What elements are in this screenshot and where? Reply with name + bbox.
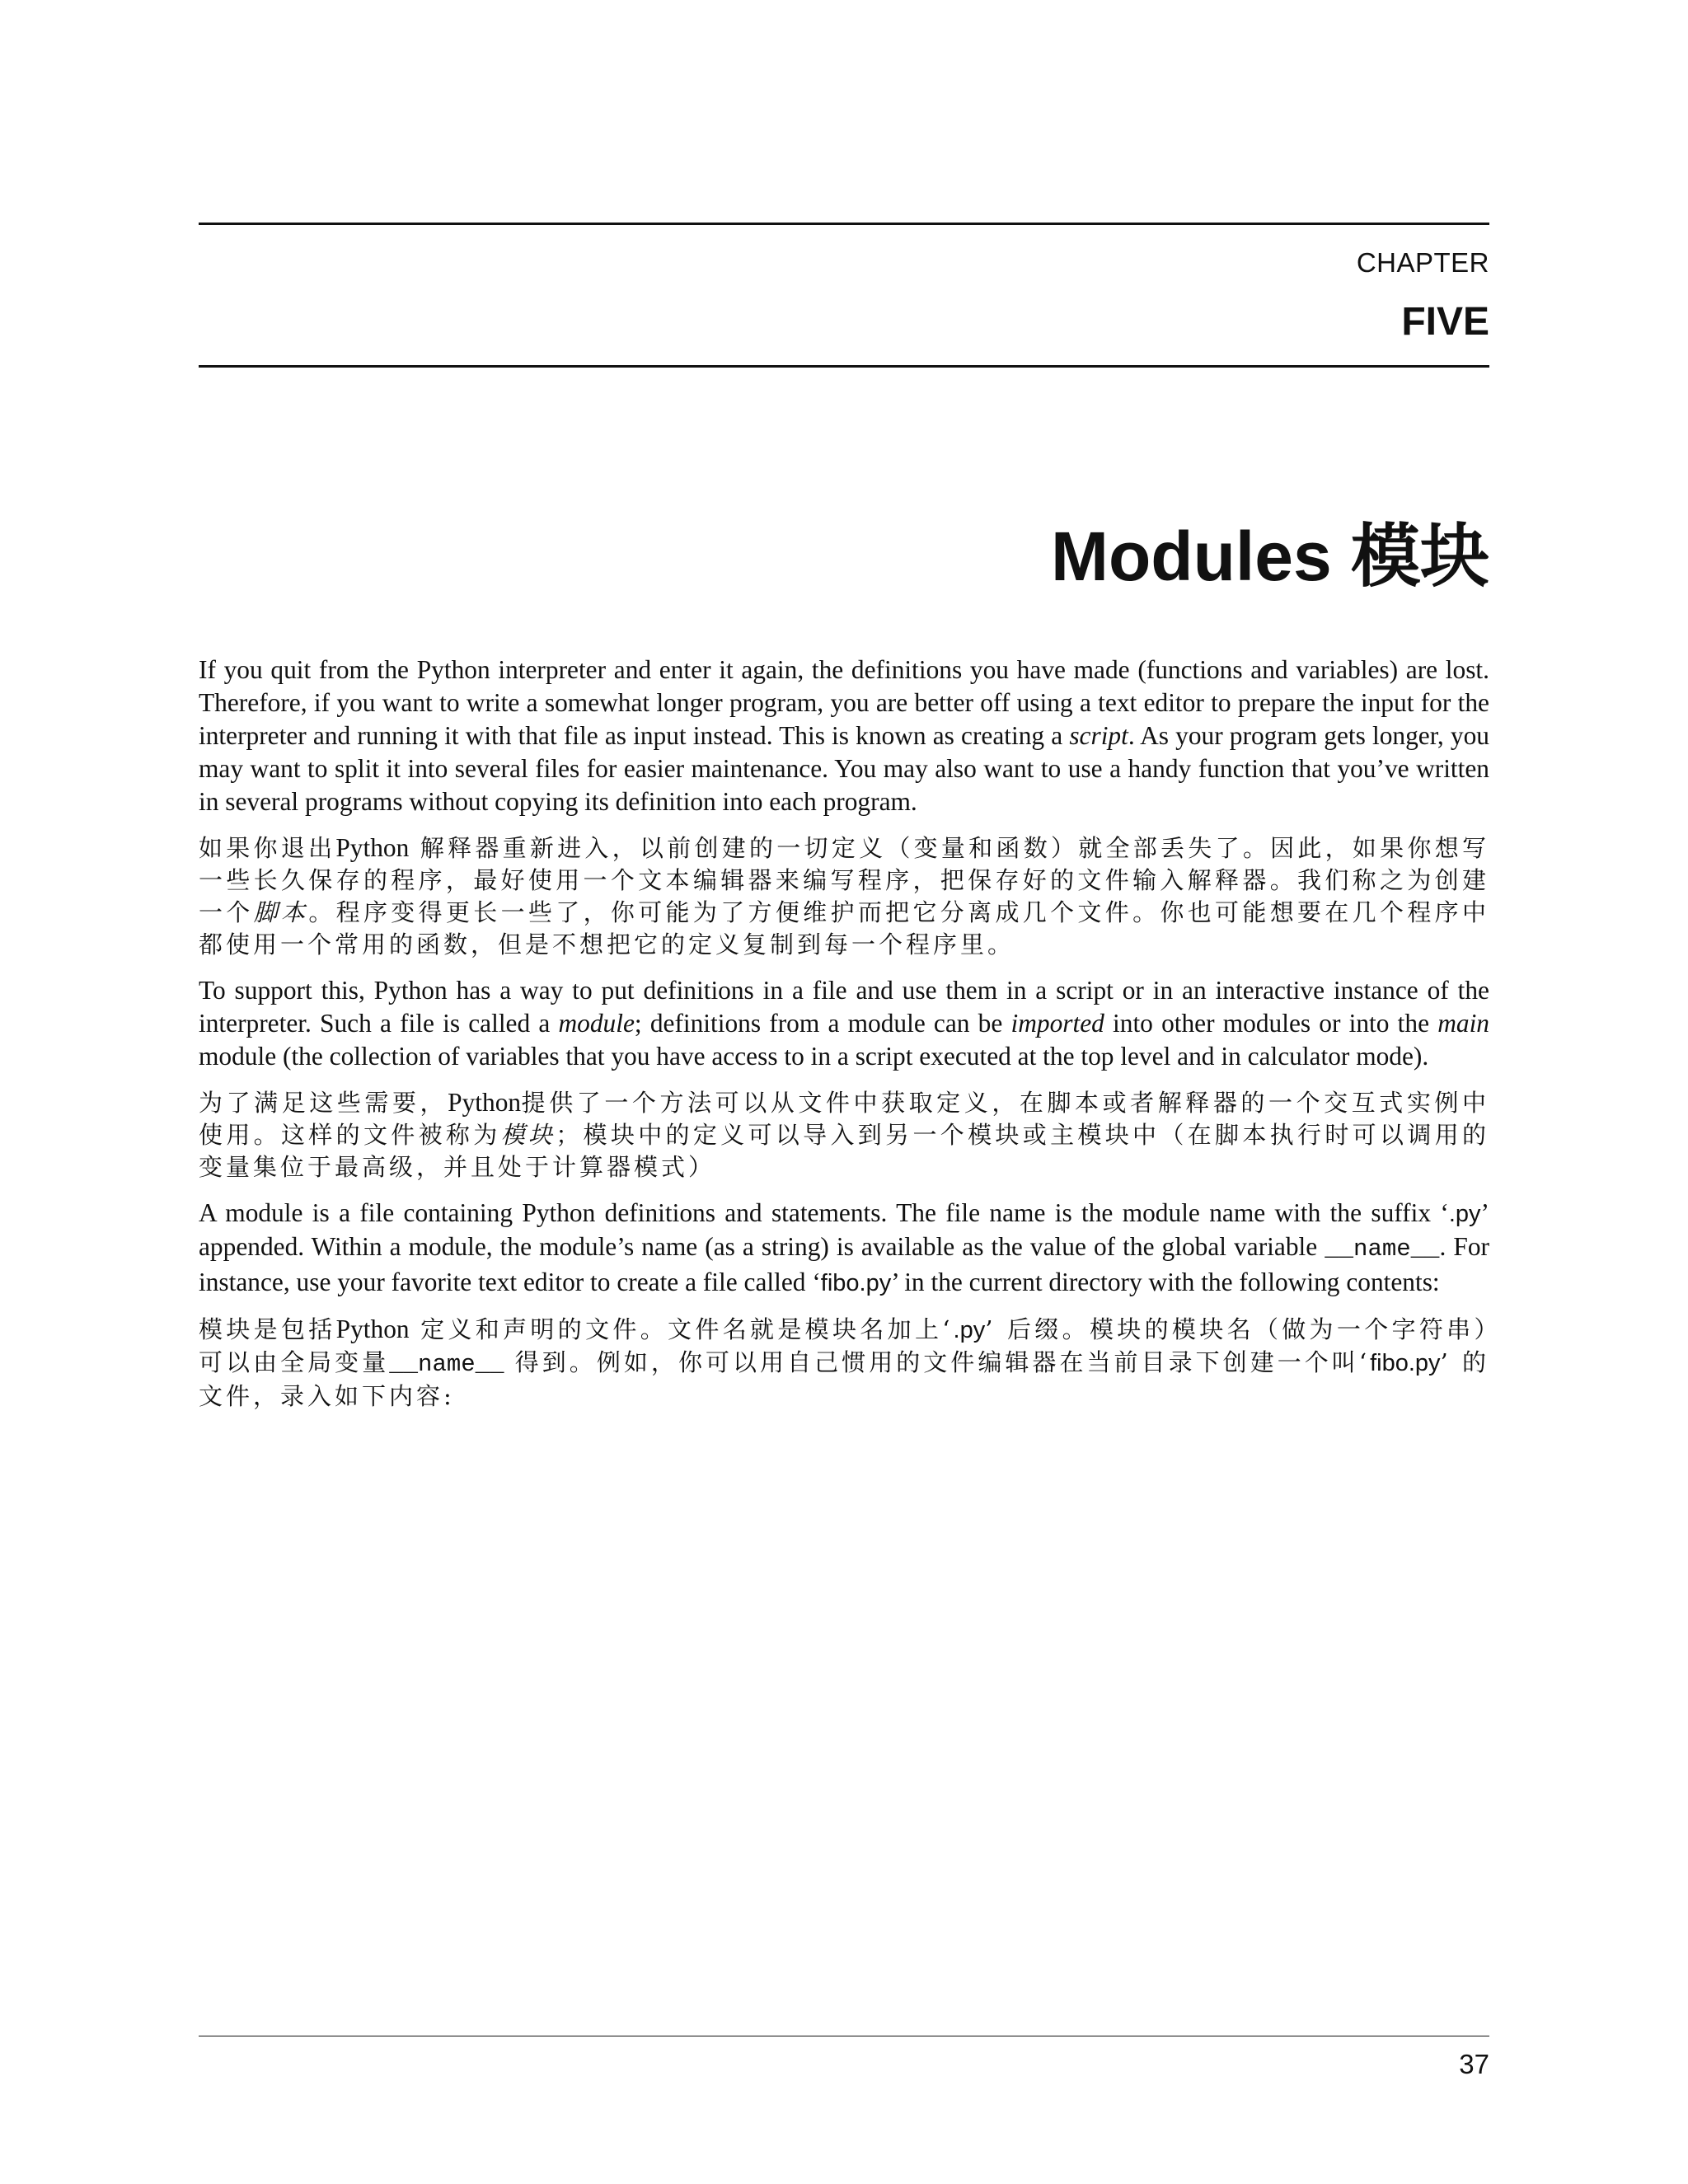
fibo-filename: fibo.py — [1370, 1350, 1441, 1376]
python-word: Python — [335, 1315, 410, 1343]
text-run: ；模块中的定义可以导入到另一个模块或主模块中（在脚本执行时可以调用的变量集位于最高级，并且处于计算器模式） — [199, 1121, 1489, 1181]
term-script-zh: 脚本 — [253, 898, 309, 926]
term-script: script — [1069, 721, 1128, 750]
text-run: ’ 的文件，录入如下内容: — [199, 1348, 1489, 1410]
text-run: . For instance, use your favorite text editor to create a file called ‘ — [199, 1232, 1489, 1296]
name-variable: __name__ — [1325, 1235, 1440, 1263]
text-run: ; definitions from a module can be — [634, 1009, 1011, 1038]
text-run: ’ 后缀。模块的模块名（做为一个字符串）可以由全局变量 — [199, 1315, 1489, 1376]
text-run: ’ appended. Within a module, the module’s name (as a string) is available as the value of the global variable — [199, 1198, 1489, 1261]
chapter-title: Modules 模块 — [1050, 518, 1489, 596]
fibo-filename: fibo.py — [820, 1270, 892, 1296]
python-word: Python — [448, 1088, 522, 1117]
paragraph-support-en — [199, 974, 1489, 1073]
term-module: module — [558, 1009, 635, 1038]
paragraph-intro-zh — [199, 832, 1489, 961]
page-number: 37 — [1459, 2049, 1489, 2079]
text-run: . As your program gets longer, you may want to split it into several files for easier maintenance. You may also want to use a handy function that you’ve written in several programs without copying its definition into each program. — [199, 721, 1490, 816]
text-run: 。程序变得更长一些了，你可能为了方便维护而把它分离成几个文件。你也可能想要在几个程序中都使用一个常用的函数，但是不想把它的定义复制到每一个程序里。 — [199, 898, 1489, 958]
python-word: Python — [335, 833, 410, 862]
chapter-label: CHAPTER — [1356, 247, 1489, 278]
paragraph-intro-en — [199, 654, 1489, 818]
text-run: ’ in the current directory with the following contents: — [891, 1268, 1440, 1296]
paragraph-module-file-zh — [199, 1313, 1489, 1413]
text-run: 定义和声明的文件。文件名就是模块名加上‘ — [409, 1315, 954, 1343]
term-main: main — [1437, 1009, 1489, 1038]
paragraph-support-zh — [199, 1086, 1489, 1183]
term-module-zh: 模块 — [500, 1121, 556, 1149]
text-run: If you quit from the Python interpreter and enter it again, the definitions you have made (functions and variables) are lost. Therefore, if you want to write a somewhat longer program, you are better off using a text editor to prepare the input for the interpreter and running it with that file as input instead. This is known as creating a — [199, 655, 1489, 750]
chapter-number: FIVE — [1401, 300, 1489, 344]
header-top-rule — [199, 223, 1489, 225]
py-suffix: .py — [953, 1317, 986, 1343]
header-bottom-rule — [199, 365, 1489, 368]
text-run: into other modules or into the — [1104, 1009, 1438, 1038]
paragraph-module-file-en — [199, 1197, 1489, 1300]
text-run: 得到。例如，你可以用自己惯用的文件编辑器在当前目录下创建一个叫‘ — [504, 1348, 1371, 1376]
text-run: 模块是包括 — [199, 1315, 336, 1343]
text-run: 提供了一个方法可以从文件中获取定义，在脚本或者解释器的一个交互式实例中使用。这样的文件被称为 — [199, 1089, 1489, 1149]
body-text — [199, 654, 1489, 1426]
term-imported: imported — [1010, 1009, 1104, 1038]
text-run: 如果你退出 — [199, 834, 336, 862]
text-run: 为了满足这些需要， — [199, 1089, 448, 1117]
text-run: A module is a file containing Python definitions and statements. The file name is the module name with the suffix ‘ — [199, 1198, 1449, 1227]
text-run: To support this, Python has a way to put definitions in a file and use them in a script or in an interactive instance of the interpreter. Such a file is called a — [199, 976, 1489, 1038]
text-run: 解释器重新进入，以前创建的一切定义（变量和函数）就全部丢失了。因此，如果你想写一些长久保存的程序，最好使用一个文本编辑器来编写程序，把保存好的文件输入解释器。我们称之为创建一个 — [199, 834, 1489, 926]
py-suffix: .py — [1448, 1201, 1481, 1227]
name-variable: __name__ — [389, 1351, 504, 1378]
text-run: module (the collection of variables that you have access to in a script executed at the top level and in calculator mode). — [199, 1042, 1429, 1071]
